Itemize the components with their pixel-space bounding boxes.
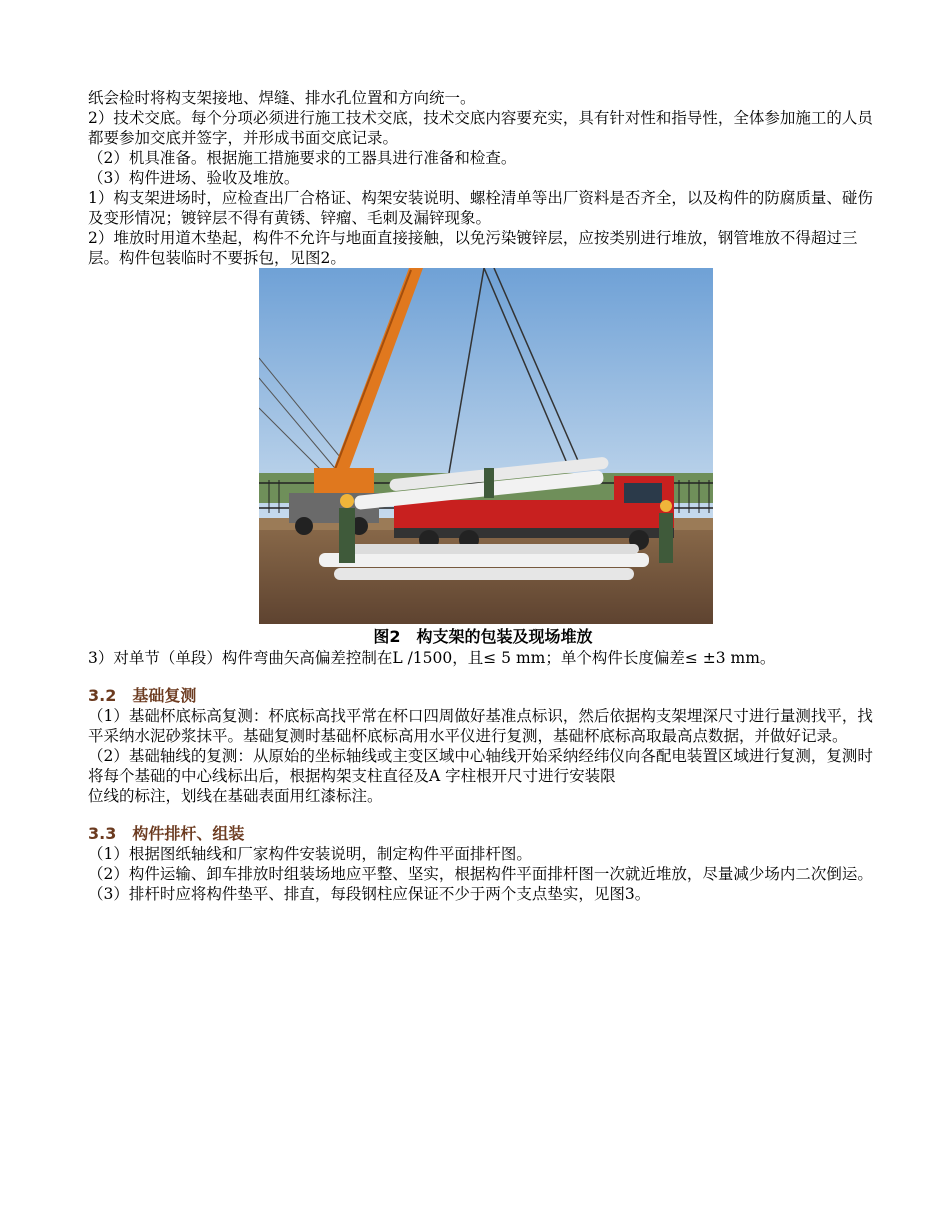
- paragraph: （2）构件运输、卸车排放时组装场地应平整、坚实，根据构件平面排杆图一次就近堆放，尽量减少场内二次倒运。: [88, 865, 873, 883]
- paragraph: 3）对单节（单段）构件弯曲矢高偏差控制在L /1500，且≤ 5 mm；单个构件长度偏差≤ ±3 mm。: [88, 649, 776, 667]
- section-heading: 3.3 构件排杆、组装: [88, 824, 245, 843]
- paragraph: （1）根据图纸轴线和厂家构件安装说明，制定构件平面排杆图。: [88, 845, 532, 863]
- paragraph: 纸会检时将构支架接地、焊缝、排水孔位置和方向统一。: [88, 89, 476, 107]
- paragraph: 位线的标注，划线在基础表面用红漆标注。: [88, 787, 383, 805]
- truck-bed: [394, 500, 614, 528]
- figure-caption: 图2 构支架的包装及现场堆放: [373, 627, 593, 646]
- paragraph: 1）构支架进场时，应检查出厂合格证、构架安装说明、螺栓清单等出厂资料是否齐全，以及构件的防腐质量、碰伤及变形情况；镀锌层不得有黄锈、锌瘤、毛刺及漏锌现象。: [88, 189, 873, 227]
- section-heading: 3.2 基础复测: [88, 686, 197, 705]
- construction-site-photo: [259, 268, 713, 624]
- paragraph: （2）机具准备。根据施工措施要求的工器具进行准备和检查。: [88, 149, 517, 167]
- ground-steel-members: [319, 544, 649, 580]
- paragraph: （2）基础轴线的复测：从原始的坐标轴线或主变区域中心轴线开始采纳经纬仪向各配电装置区域进行复测，复测时将每个基础的中心线标出后，根据构架支柱直径及A 字柱根开尺寸进行安装限: [88, 747, 873, 785]
- paragraph: 2）技术交底。每个分项必须进行施工技术交底，技术交底内容要充实，具有针对性和指导性，全体参加施工的人员都要参加交底并签字，并形成书面交底记录。: [88, 109, 873, 147]
- paragraph: （3）排杆时应将构件垫平、排直，每段钢柱应保证不少于两个支点垫实，见图3。: [88, 885, 651, 903]
- document-page: [88, 88, 878, 904]
- paragraph: （3）构件进场、验收及堆放。: [88, 169, 300, 187]
- paragraph: 2）堆放时用道木垫起，构件不允许与地面直接接触，以免污染镀锌层，应按类别进行堆放，钢管堆放不得超过三层。构件包装临时不要拆包，见图2。: [88, 229, 858, 267]
- photo-illustration: [259, 268, 713, 624]
- paragraph: （1）基础杯底标高复测：杯底标高找平常在杯口四周做好基准点标识，然后依据构支架埋深尺寸进行量测找平，找平采纳水泥砂浆抹平。基础复测时基础杯底标高用水平仪进行复测，基础杯底标高取最高点数据，并做好记录。: [88, 707, 873, 745]
